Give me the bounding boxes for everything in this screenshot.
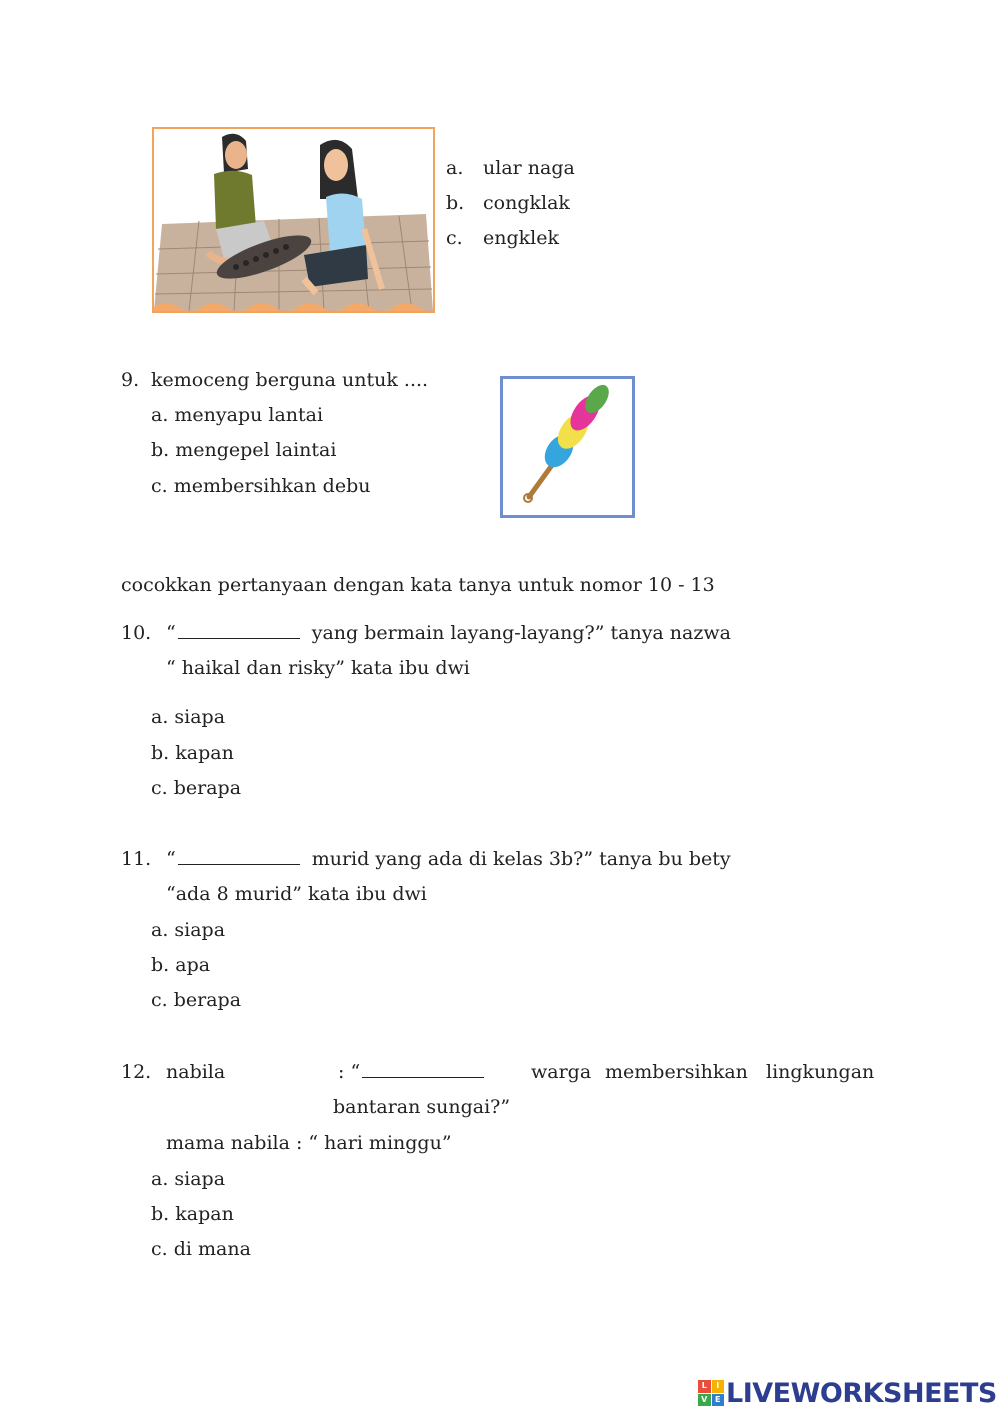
- q11-open-quote: “: [166, 848, 176, 870]
- q9-option-b[interactable]: b. mengepel laintai: [151, 439, 337, 461]
- q12-question: [338, 1063, 486, 1082]
- q10-answer-blank[interactable]: [178, 637, 300, 639]
- q10-number: 10.: [121, 622, 152, 644]
- q8-option-b-letter: b.: [446, 192, 465, 214]
- q12-question-line2: bantaran sungai?”: [333, 1096, 511, 1118]
- q12-option-b[interactable]: b. kapan: [151, 1203, 234, 1225]
- liveworksheets-mark-icon: L I V E: [698, 1380, 724, 1406]
- q11-option-c[interactable]: c. berapa: [151, 989, 242, 1011]
- q12-word-1: warga: [531, 1061, 592, 1083]
- q8-option-c-letter: c.: [446, 227, 463, 249]
- q12-option-a[interactable]: a. siapa: [151, 1168, 226, 1190]
- q9-question: kemoceng berguna untuk ....: [151, 369, 429, 391]
- q11-answer-blank[interactable]: [178, 863, 300, 865]
- liveworksheets-logo[interactable]: [698, 1378, 997, 1408]
- q10-option-b[interactable]: b. kapan: [151, 742, 234, 764]
- kemoceng-illustration: [500, 376, 635, 518]
- q10-answer-line: “ haikal dan risky” kata ibu dwi: [166, 657, 470, 679]
- q8-option-b-text[interactable]: congklak: [483, 192, 570, 214]
- q9-option-c[interactable]: c. membersihkan debu: [151, 475, 371, 497]
- congklak-illustration: [152, 127, 435, 313]
- liveworksheets-wordmark: LIVEWORKSHEETS: [726, 1377, 997, 1409]
- q12-answer-blank[interactable]: [362, 1076, 484, 1078]
- q8-option-a-letter: a.: [446, 157, 464, 179]
- q9-number: 9.: [121, 369, 140, 391]
- q12-option-c[interactable]: c. di mana: [151, 1238, 251, 1260]
- q12-word-2: membersihkan: [605, 1061, 748, 1083]
- q10-open-quote: “: [166, 622, 176, 644]
- q10-option-c[interactable]: c. berapa: [151, 777, 242, 799]
- q11-number: 11.: [121, 848, 152, 870]
- instruction-text: cocokkan pertanyaan dengan kata tanya untuk nomor 10 - 13: [121, 574, 715, 596]
- q11-option-a[interactable]: a. siapa: [151, 919, 226, 941]
- q8-option-a-text[interactable]: ular naga: [483, 157, 575, 179]
- q9-option-a[interactable]: a. menyapu lantai: [151, 404, 324, 426]
- q10-option-a[interactable]: a. siapa: [151, 706, 226, 728]
- q11-question: [166, 850, 731, 869]
- q12-speaker: nabila: [166, 1061, 226, 1083]
- q12-word-3: lingkungan: [766, 1061, 875, 1083]
- q10-question-rest: yang bermain layang-layang?” tanya nazwa: [311, 622, 731, 644]
- q12-number: 12.: [121, 1061, 152, 1083]
- q11-option-b[interactable]: b. apa: [151, 954, 211, 976]
- q12-answer-line: mama nabila : “ hari minggu”: [166, 1132, 452, 1154]
- q12-colon-quote: : “: [338, 1061, 361, 1083]
- q10-question: [166, 624, 731, 643]
- q11-question-rest: murid yang ada di kelas 3b?” tanya bu bety: [311, 848, 731, 870]
- q8-option-c-text[interactable]: engklek: [483, 227, 559, 249]
- q11-answer-line: “ada 8 murid” kata ibu dwi: [166, 883, 427, 905]
